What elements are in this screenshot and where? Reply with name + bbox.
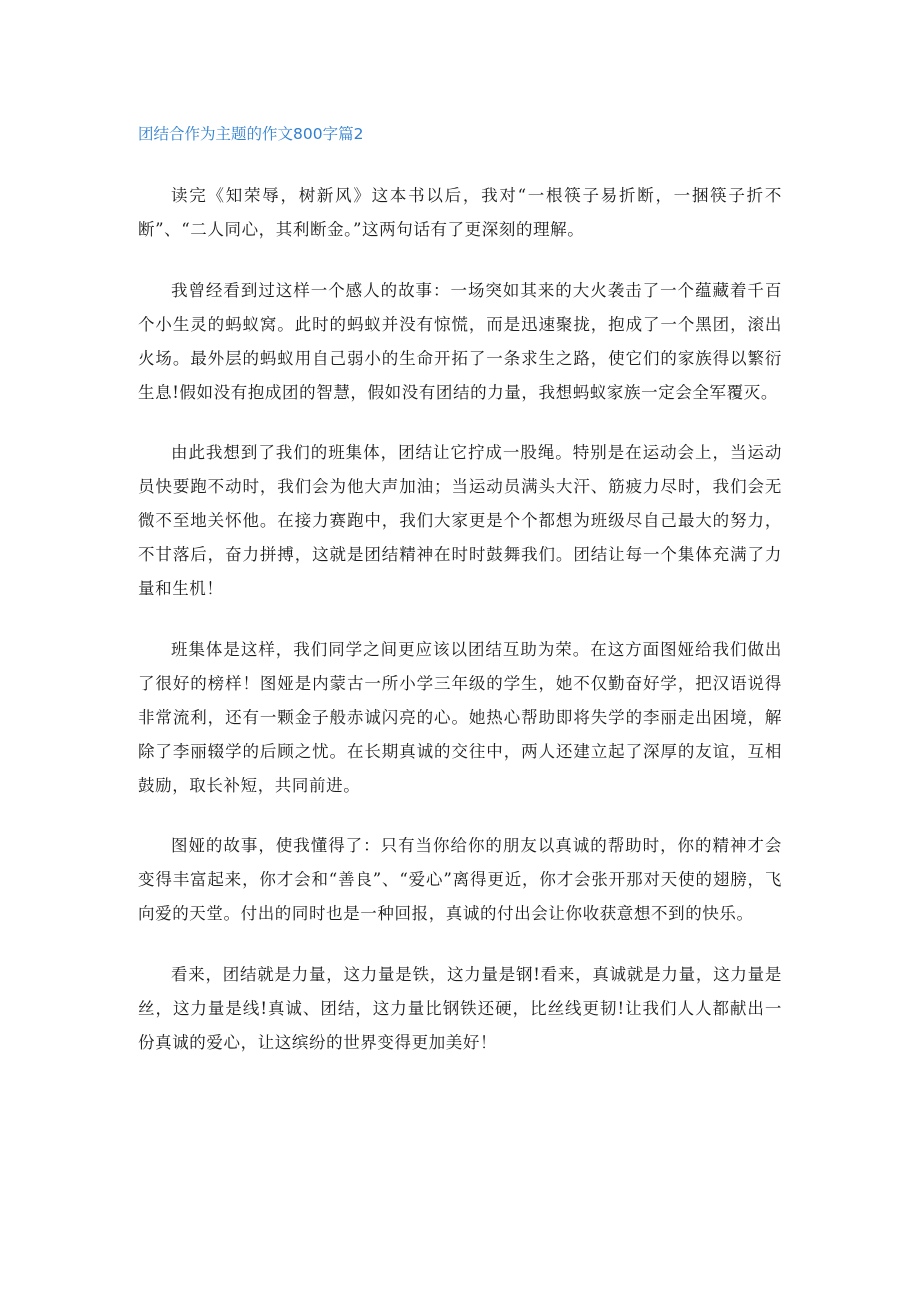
paragraph-4: 班集体是这样，我们同学之间更应该以团结互助为荣。在这方面图娅给我们做出了很好的榜样！图娅是内蒙古一所小学三年级的学生，她不仅勤奋好学，把汉语说得非常流利，还有一颗金子般赤诚闪亮的心。她热心帮助即将失学的李丽走出困境，解除了李丽辍学的后顾之忧。在长期真诚的交往中，两人还建立起了深厚的友谊，互相鼓励，取长补短，共同前进。 [138,639,782,795]
document-body [138,118,782,1086]
document-title: 团结合作为主题的作文800字篇2 [138,125,364,143]
paragraph-6: 看来，团结就是力量，这力量是铁，这力量是钢!看来，真诚就是力量，这力量是丝，这力量是线!真诚、团结，这力量比钢铁还硬，比丝线更韧!让我们人人都献出一份真诚的爱心，让这缤纷的世界变得更加美好！ [138,964,782,1052]
paragraph-1: 读完《知荣辱，树新风》这本书以后，我对“一根筷子易折断，一捆筷子折不断”、“二人同心，其利断金。”这两句话有了更深刻的理解。 [138,186,782,239]
paragraph-2: 我曾经看到过这样一个感人的故事：一场突如其来的大火袭击了一个蕴藏着千百个小生灵的蚂蚁窝。此时的蚂蚁并没有惊慌，而是迅速聚拢，抱成了一个黑团，滚出火场。最外层的蚂蚁用自己弱小的生命开拓了一条求生之路，使它们的家族得以繁衍生息!假如没有抱成团的智慧，假如没有团结的力量，我想蚂蚁家族一定会全军覆灭。 [138,280,782,402]
paragraph-5: 图娅的故事，使我懂得了：只有当你给你的朋友以真诚的帮助时，你的精神才会变得丰富起来，你才会和“善良”、“爱心”离得更近，你才会张开那对天使的翅膀，飞向爱的天堂。付出的同时也是一种回报，真诚的付出会让你收获意想不到的快乐。 [138,836,782,923]
paragraph-3: 由此我想到了我们的班集体，团结让它拧成一股绳。特别是在运动会上，当运动员快要跑不动时，我们会为他大声加油；当运动员满头大汗、筋疲力尽时，我们会无微不至地关怀他。在接力赛跑中，我们大家更是个个都想为班级尽自己最大的努力，不甘落后，奋力拼搏，这就是团结精神在时时鼓舞我们。团结让每一个集体充满了力量和生机！ [138,443,782,598]
